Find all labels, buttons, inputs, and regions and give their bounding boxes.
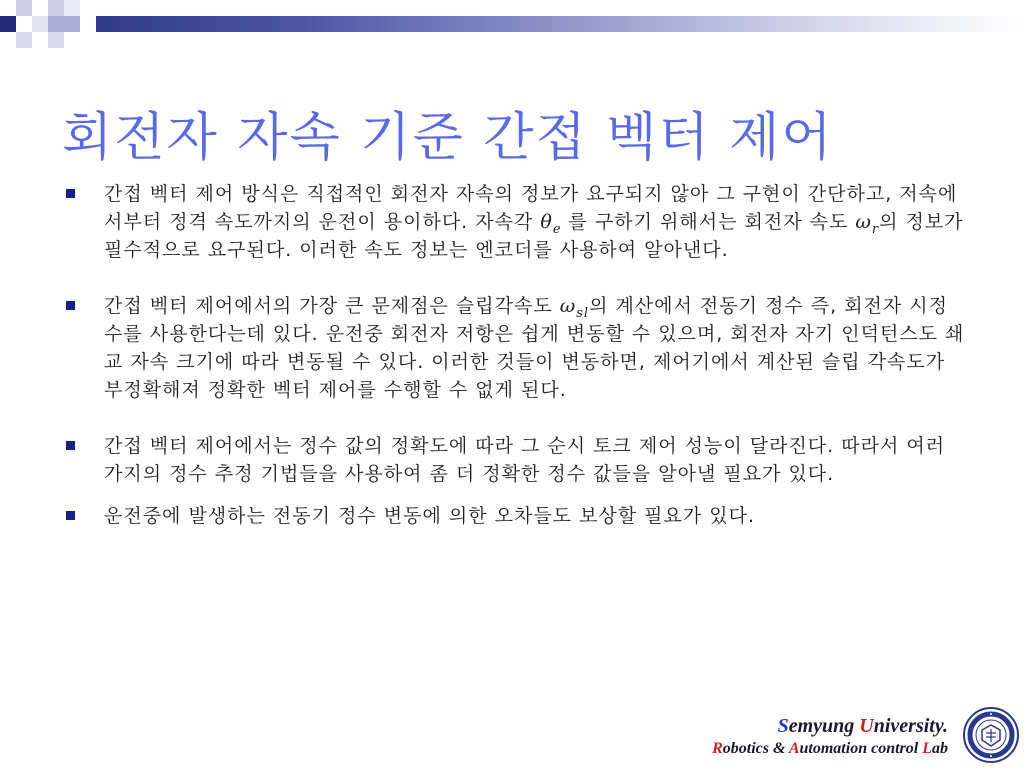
square-bullet-icon (66, 511, 75, 520)
bullet-text: 간접 벡터 제어에서의 가장 큰 문제점은 슬립각속도 (104, 295, 560, 317)
footer-initial: R (712, 740, 723, 757)
math-symbol-omega: ω (855, 211, 872, 233)
math-subscript: sl (576, 305, 590, 321)
footer-initial: L (922, 740, 932, 757)
slide-title: 회전자 자속 기준 간접 벡터 제어 (62, 108, 834, 168)
header-square-decoration (64, 0, 80, 16)
footer-initial: U (859, 715, 874, 737)
math-symbol (855, 211, 880, 237)
header-square-decoration (0, 16, 16, 32)
header-square-decoration (16, 32, 32, 48)
math-symbol (540, 211, 562, 237)
footer-text: emyung (788, 715, 860, 737)
header-square-decoration (32, 16, 48, 32)
bullet-list (66, 180, 966, 530)
math-symbol (559, 295, 590, 321)
footer-text: niversity. (873, 715, 948, 737)
header-gradient-band (96, 16, 1024, 32)
bullet-text: 의 정보가 필수적으로 요구된다. 이러한 속도 정보는 엔코더를 사용하여 알아낸다. (104, 211, 964, 261)
footer-text: utomation control (799, 740, 923, 757)
footer-text: obotics & (722, 740, 789, 757)
bullet-item (66, 502, 966, 530)
bullet-item (66, 292, 966, 404)
math-symbol-theta: θ (540, 211, 553, 233)
bullet-text: 간접 벡터 제어에서는 정수 값의 정확도에 따라 그 순시 토크 제어 성능이 달라진다. 따라서 여러 가지의 정수 추정 기법들을 사용하여 좀 더 정확한 정수 값들을 알아낼 필요가 있다. (104, 435, 946, 485)
header-square-decoration (48, 0, 64, 16)
bullet-item (66, 432, 966, 488)
bullet-item (66, 180, 966, 264)
header-square-decoration (48, 16, 80, 32)
footer-lab (712, 738, 948, 760)
footer-initial: S (777, 715, 789, 737)
footer-text: ab (932, 740, 948, 757)
bullet-text: 간접 벡터 제어 방식은 직접적인 회전자 자속의 정보가 요구되지 않아 그 구현이 간단하고, 저속에서부터 정격 속도까지의 운전이 용이하다. 자속각 (104, 183, 958, 233)
math-subscript: e (552, 221, 562, 237)
square-bullet-icon (66, 189, 75, 198)
footer-lab-name (712, 714, 948, 760)
footer-initial: A (788, 740, 800, 757)
footer-university (712, 714, 948, 738)
bullet-text: 운전중에 발생하는 전동기 정수 변동에 의한 오차들도 보상할 필요가 있다. (104, 505, 756, 527)
header-square-decoration (16, 0, 32, 16)
square-bullet-icon (66, 441, 75, 450)
bullet-text: 를 구하기 위해서는 회전자 속도 (561, 211, 856, 233)
bullet-text: 의 계산에서 전동기 정수 즉, 회전자 시정수를 사용한다는데 있다. 운전중 회전자 저항은 쉽게 변동할 수 있으며, 회전자 자기 인덕턴스도 쇄교 자속 크기에 따라 변동될 수 있다. 이러한 것들이 변동하면, 제어기에서 계산된 슬립 각속도가 부정확해져 정확한 벡터 제어를 수행할 수 없게 된다. (104, 295, 965, 401)
university-seal-icon (962, 706, 1020, 764)
math-symbol-omega: ω (559, 295, 577, 317)
math-subscript: r (871, 221, 880, 237)
square-bullet-icon (66, 301, 75, 310)
header-square-decoration (48, 32, 64, 48)
